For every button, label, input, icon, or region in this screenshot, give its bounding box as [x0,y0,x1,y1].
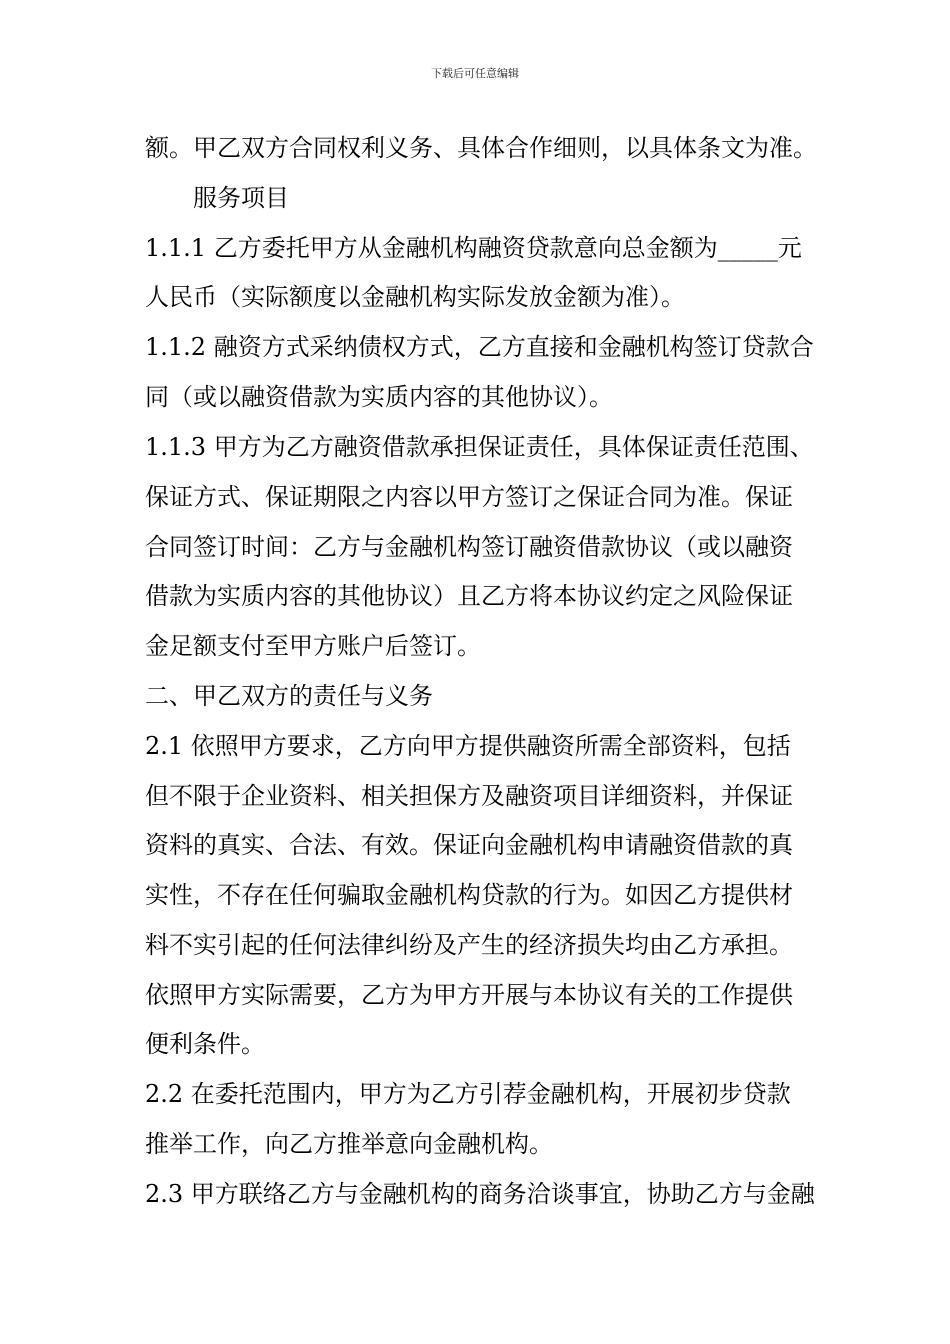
text-line: 实性，不存在任何骗取金融机构贷款的行为。如因乙方提供材 [145,881,793,909]
text-line: 1.1.3 甲方为乙方融资借款承担保证责任，具体保证责任范围、 [145,433,814,461]
text-line: 料不实引起的任何法律纠纷及产生的经济损失均由乙方承担。 [145,931,793,959]
text-line: 借款为实质内容的其他协议）且乙方将本协议约定之风险保证 [145,582,793,610]
page-header: 下载后可任意编辑 [431,67,519,80]
text-line: 人民币（实际额度以金融机构实际发放金额为准）。 [145,283,685,311]
section-heading: 二、甲乙双方的责任与义务 [145,682,433,710]
text-line: 2.3 甲方联络乙方与金融机构的商务洽谈事宜，协助乙方与金融 [145,1180,815,1208]
text-line: 金足额支付至甲方账户后签订。 [145,632,481,660]
text-line: 1.1.2 融资方式采纳债权方式，乙方直接和金融机构签订贷款合 [145,333,814,361]
text-line: 2.2 在委托范围内，甲方为乙方引荐金融机构，开展初步贷款 [145,1080,791,1108]
text-line: 合同签订时间：乙方与金融机构签订融资借款协议（或以融资 [145,533,793,561]
text-line: 同（或以融资借款为实质内容的其他协议）。 [145,383,613,411]
text-line: 2.1 依照甲方要求，乙方向甲方提供融资所需全部资料，包括 [145,732,791,760]
text-line: 资料的真实、合法、有效。保证向金融机构申请融资借款的真 [145,831,793,859]
section-heading: 服务项目 [193,184,289,212]
text-line: 依照甲方实际需要，乙方为甲方开展与本协议有关的工作提供 [145,981,793,1009]
text-line: 但不限于企业资料、相关担保方及融资项目详细资料，并保证 [145,782,793,810]
text-line: 推举工作，向乙方推举意向金融机构。 [145,1130,553,1158]
text-line: 保证方式、保证期限之内容以甲方签订之保证合同为准。保证 [145,483,793,511]
text-line: 额。甲乙双方合同权利义务、具体合作细则，以具体条文为准。 [145,134,817,162]
text-line: 便利条件。 [145,1030,265,1058]
text-line: 1.1.1 乙方委托甲方从金融机构融资贷款意向总金额为_____元 [145,234,802,262]
